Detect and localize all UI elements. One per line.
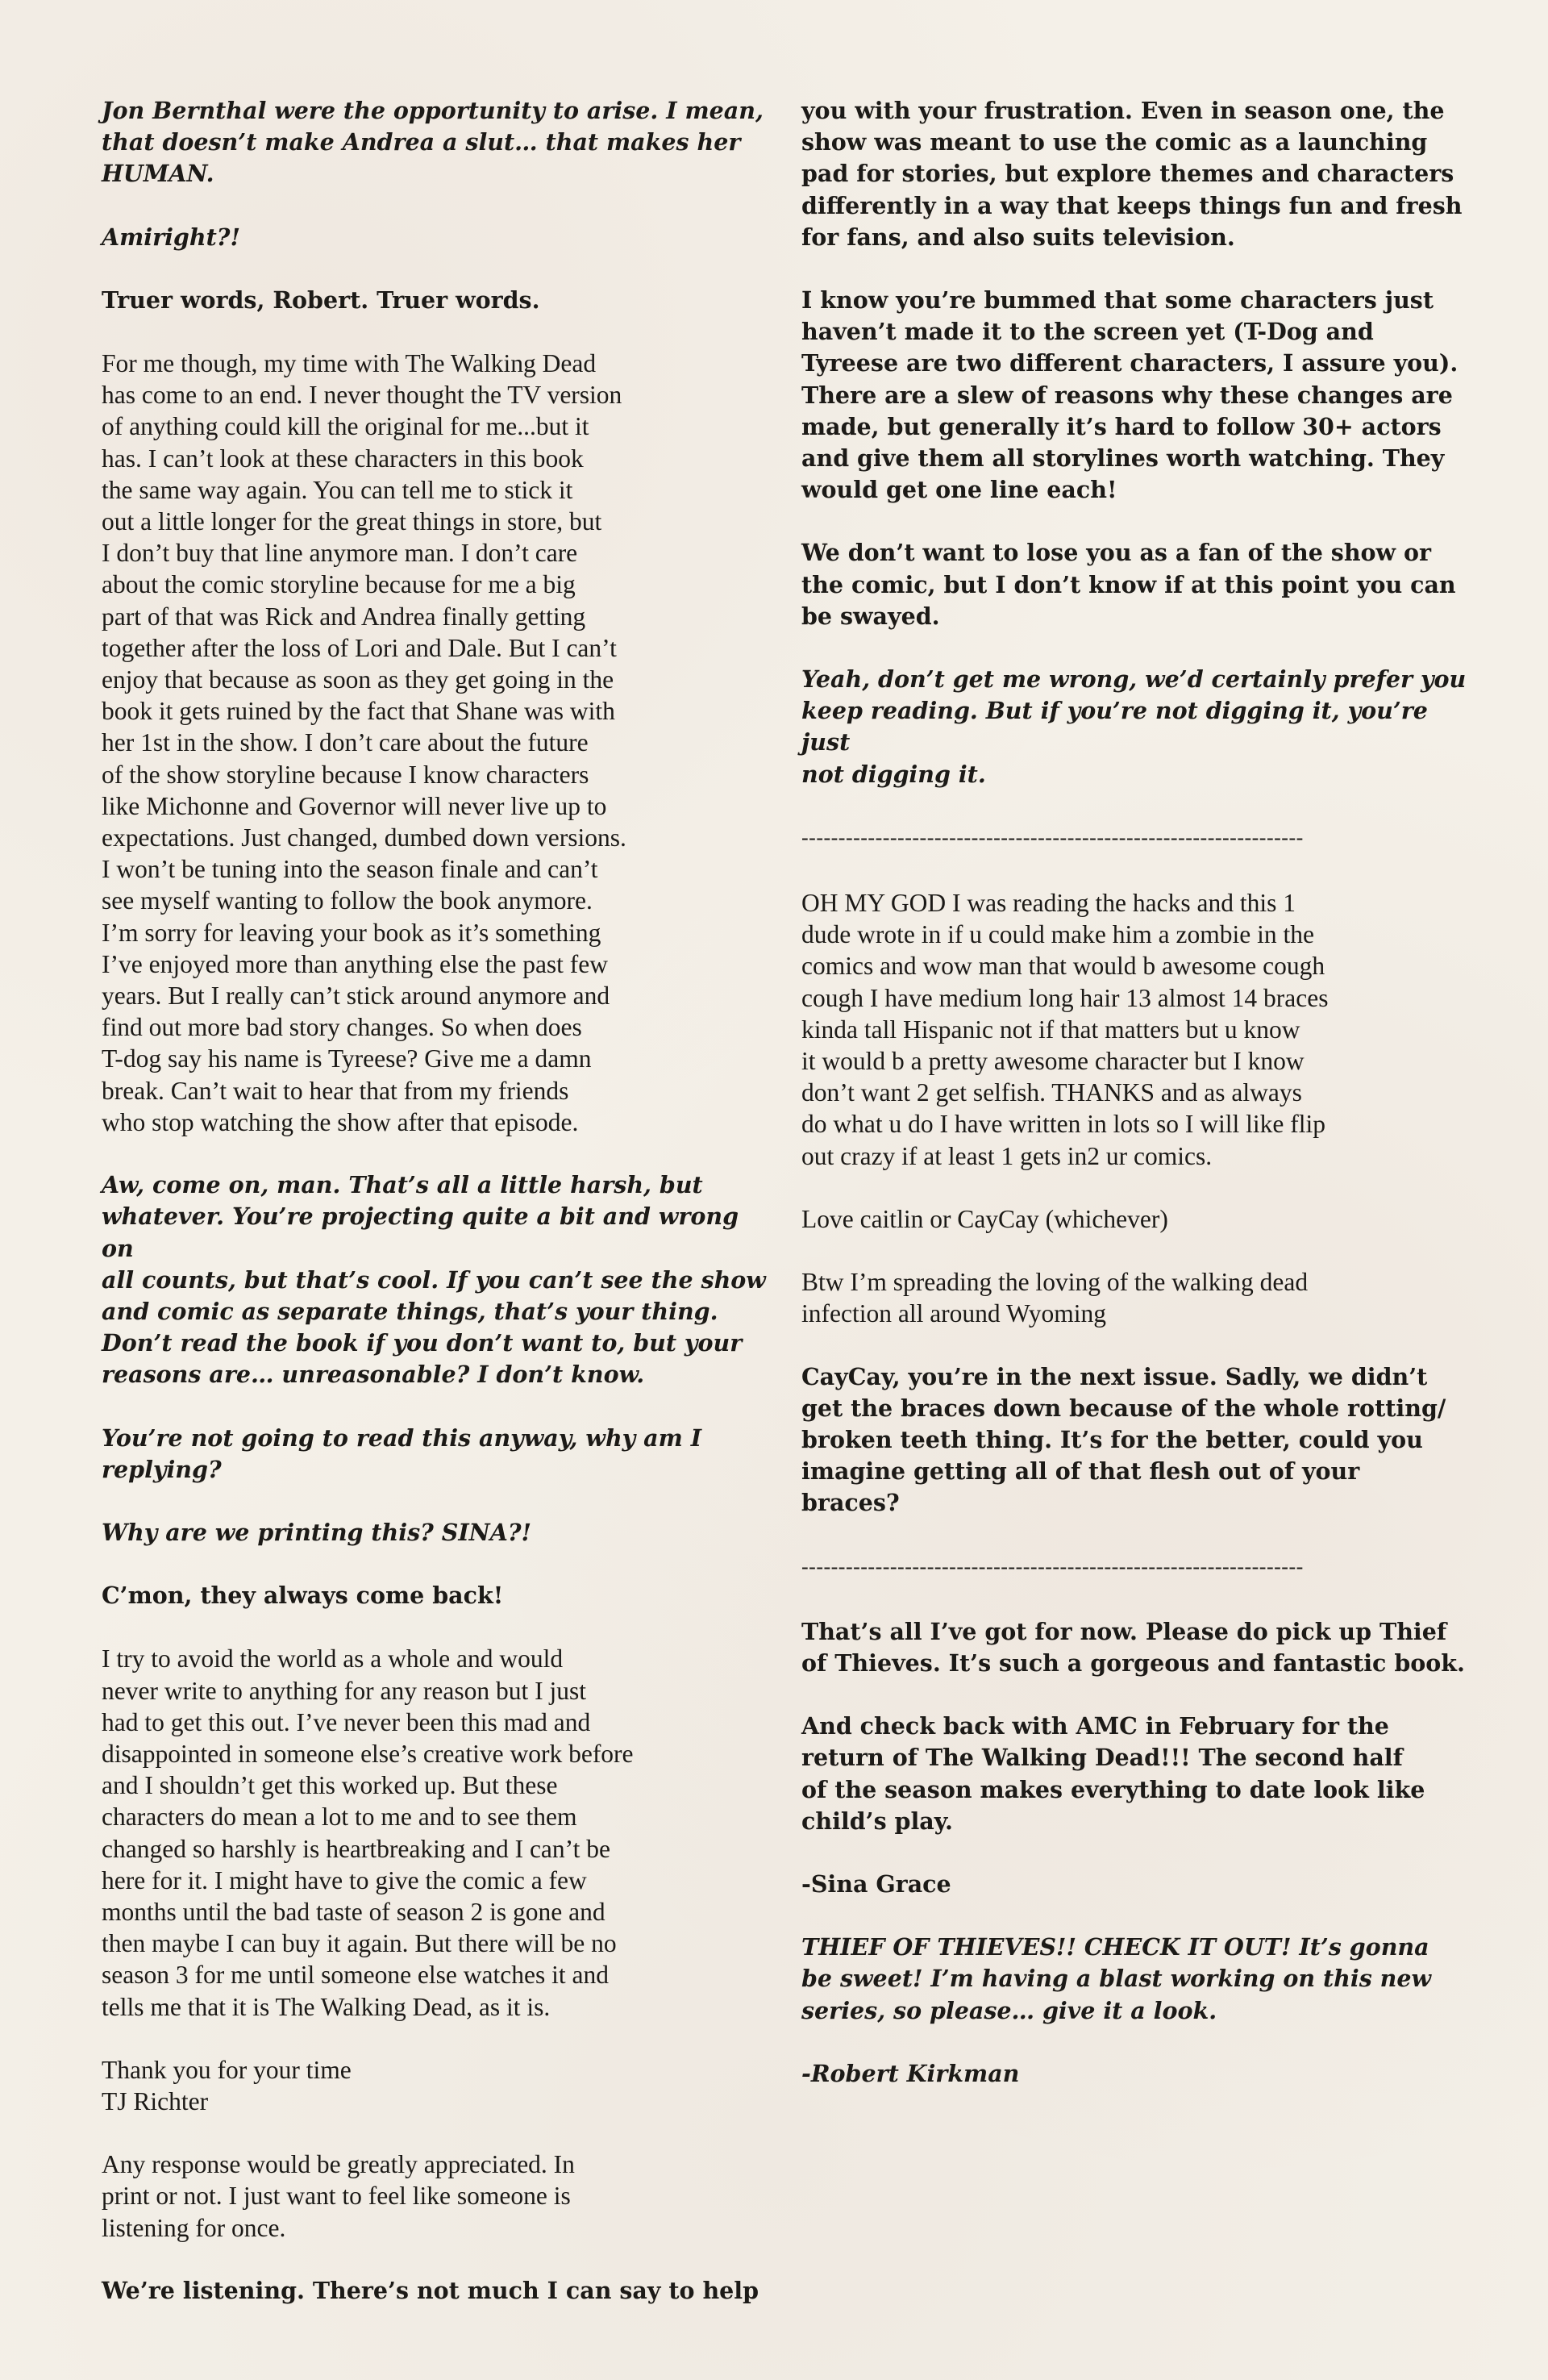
right-editor-aside: THIEF OF THIEVES!! CHECK IT OUT! It’s gonna be sweet! I’m having a blast working on this new series, so please… give it a look. <box>801 1933 1432 2024</box>
left-editor-aside: Aw, come on, man. That’s all a little harsh, but whatever. You’re projecting quite a bit and wrong on all counts, but that’s cool. If you can’t see the show and comic as separate things, that’s your thing. Don’t read the book if you don’t want to, but your reasons are… unreasonable? I don’t know. <box>102 1171 766 1389</box>
right-reader-letter: OH MY GOD I was reading the hacks and this 1 dude wrote in if u could make him a zombie in the comics and wow man that would b awesome cough cough I have medium long hair 13 almost 14 braces kinda tall Hispanic not if that matters but u know it would b a pretty awesome character but I know don’t want 2 get selfish. THANKS and as always do what u do I have written in lots so I will like flip out crazy if at least 1 gets in2 ur comics. <box>801 889 1329 1170</box>
right-reader-letter: Love caitlin or CayCay (whichever) <box>801 1204 1168 1233</box>
left-editor-aside: Jon Bernthal were the opportunity to arise. I mean, that doesn’t make Andrea a slut… that makes her HUMAN. <box>102 97 764 188</box>
right-editor-response: That’s all I’ve got for now. Please do pick up Thief of Thieves. It’s such a gorgeous and fantastic book. <box>801 1617 1465 1677</box>
left-column <box>102 95 772 2338</box>
right-divider: -------------------------------------------------------------------- <box>801 1554 1304 1578</box>
left-reader-letter: For me though, my time with The Walking Dead has come to an end. I never thought the TV version of anything could kill the original for me...but it has. I can’t look at these characters in this book the same way again. You can tell me to stick it out a little longer for the great things in store, but I don’t buy that line anymore man. I don’t care about the comic storyline because for me a big part of that was Rick and Andrea finally getting together after the loss of Lori and Dale. But I can’t enjoy that because as soon as they get going in the book it gets ruined by the fact that Shane was with her 1st in the show. I don’t care about the future of the show storyline because I know characters like Michonne and Governor will never live up to expectations. Just changed, dumbed down versions. I won’t be tuning into the season finale and can’t see myself wanting to follow the book anymore. I’m sorry for leaving your book as it’s something I’ve enjoyed more than anything else the past few years. But I really can’t stick around anymore and find out more bad story changes. So when does T-dog say his name is Tyreese? Give me a damn break. Can’t wait to hear that from my friends who stop watching the show after that episode. <box>102 349 626 1136</box>
right-editor-response: I know you’re bummed that some characters just haven’t made it to the screen yet (T-Dog and Tyreese are two different characters, I assure you). There are a slew of reasons why these changes are made, but generally it’s hard to follow 30+ actors and give them all storylines worth watching. They would get one line each! <box>801 286 1459 504</box>
right-editor-aside: Yeah, don’t get me wrong, we’d certainly prefer you keep reading. But if you’re not digging it, you’re just not digging it. <box>801 665 1467 788</box>
right-editor-aside: -Robert Kirkman <box>801 2059 1020 2087</box>
right-divider: -------------------------------------------------------------------- <box>801 825 1304 849</box>
left-editor-aside: You’re not going to read this anyway, why am I replying? <box>102 1423 702 1483</box>
right-reader-letter: Btw I’m spreading the loving of the walking dead infection all around Wyoming <box>801 1268 1309 1328</box>
left-editor-aside: Amiright?! <box>102 223 240 251</box>
right-editor-response: CayCay, you’re in the next issue. Sadly, we didn’t get the braces down because of the whole rotting/ broken teeth thing. It’s for the better, could you imagine getting all of that flesh out of your braces? <box>801 1362 1446 1517</box>
right-editor-response: you with your frustration. Even in season one, the show was meant to use the comic as a launching pad for stories, but explore themes and characters differently in a way that keeps things fun and fresh for fans, and also suits television. <box>801 97 1463 251</box>
right-editor-response: -Sina Grace <box>801 1869 951 1898</box>
right-column <box>801 95 1472 2121</box>
left-editor-response: C’mon, they always come back! <box>102 1582 504 1610</box>
left-reader-letter: I try to avoid the world as a whole and would never write to anything for any reason but I just had to get this out. I’ve never been this mad and disappointed in someone else’s creative work before and I shouldn’t get this worked up. But these characters do mean a lot to me and to see them changed so harshly is heartbreaking and I can’t be here for it. I might have to give the comic a few months until the bad taste of season 2 is gone and then maybe I can buy it again. But there will be no season 3 for me until someone else watches it and tells me that it is The Walking Dead, as it is. <box>102 1644 634 2021</box>
left-editor-aside: Why are we printing this? SINA?! <box>102 1518 532 1546</box>
left-reader-letter: Any response would be greatly appreciated. In print or not. I just want to feel like someone is listening for once. <box>102 2150 575 2242</box>
left-editor-response: We’re listening. There’s not much I can say to help <box>102 2276 759 2304</box>
right-editor-response: We don’t want to lose you as a fan of the show or the comic, but I don’t know if at this point you can be swayed. <box>801 539 1456 630</box>
left-editor-response: Truer words, Robert. Truer words. <box>102 286 540 314</box>
left-reader-letter: Thank you for your time TJ Richter <box>102 2055 352 2115</box>
right-editor-response: And check back with AMC in February for the return of The Walking Dead!!! The second half of the season makes everything to date look like child’s play. <box>801 1712 1425 1835</box>
